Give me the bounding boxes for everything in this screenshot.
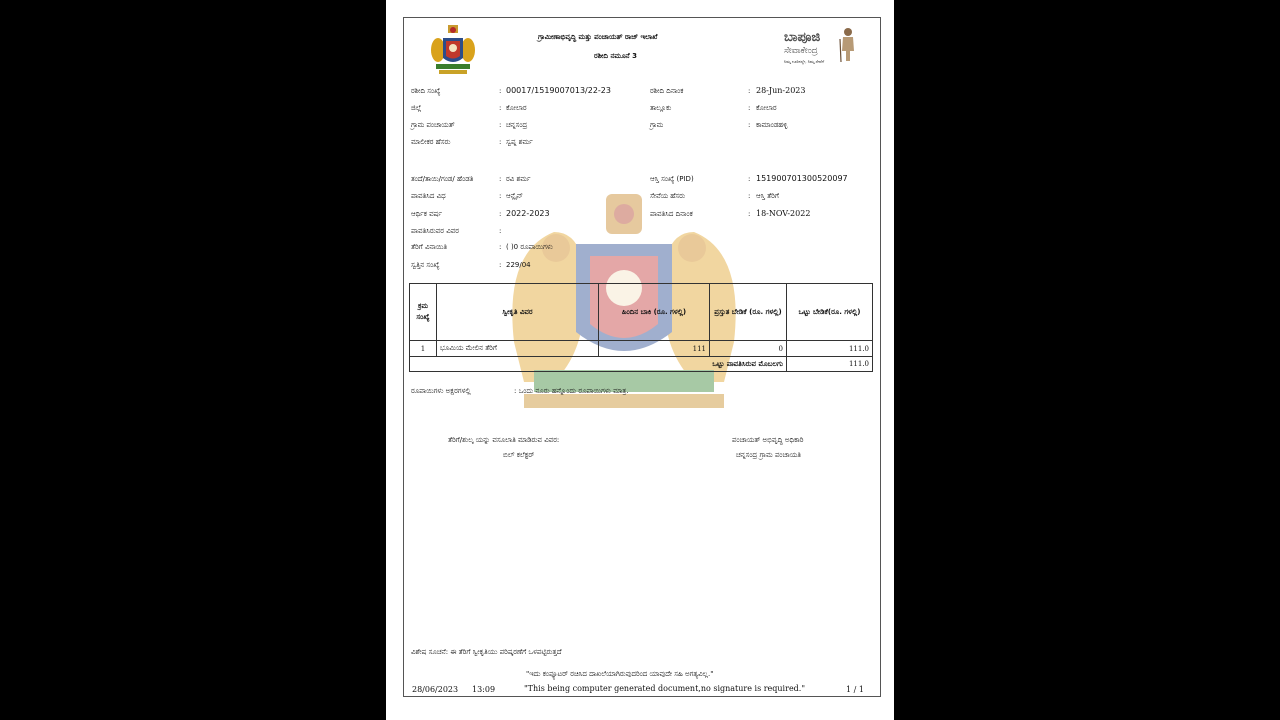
parent-spouse-label: ತಂದೆ/ತಾಯಿ/ಗಂಡ/ ಹೆಂಡತಿ xyxy=(411,175,474,183)
kannada-notice: "ಇದು ಕಂಪ್ಯೂಟರ್ ರಚಿಸಿದ ದಾಖಲೆಯಾಗಿರುವುದರಿಂದ ಯಾವುದೇ ಸಹಿ ಅಗತ್ಯವಿಲ್ಲ." xyxy=(526,670,714,678)
panchayat-name: ಚನ್ನಸಂದ್ರ ಗ್ರಾಮ ಪಂಚಾಯತಿ xyxy=(736,451,801,459)
financial-year-label: ಆರ್ಥಿಕ ವರ್ಷ xyxy=(411,210,443,218)
collector-detail-title: ತೆರಿಗೆ/ಶುಲ್ಕ ಯನ್ನು ವಸೂಲಾತಿ ಮಾಡಿರುವ ವಿವರ: xyxy=(448,436,560,444)
property-id-label: ಆಸ್ತಿ ಸಂಖ್ಯೆ (PID) xyxy=(650,175,694,183)
colon: : xyxy=(499,87,502,95)
gandhi-figure-icon xyxy=(838,27,856,63)
payment-date-label: ಪಾವತಿಸಿದ ದಿನಾಂಕ xyxy=(650,210,693,218)
colon: : xyxy=(499,192,502,200)
owner-name-value: ಸ್ವಪ್ನ ಶರ್ಮ xyxy=(506,138,533,146)
service-name-value: ಆಸ್ತಿ ತೆರಿಗೆ xyxy=(756,192,779,200)
total-value: 111.0 xyxy=(787,357,873,372)
cell-total-demand: 111.0 xyxy=(787,341,873,357)
page-number: 1 / 1 xyxy=(846,685,864,694)
payment-mode-label: ಪಾವತಿಸಿದ ವಿಧ xyxy=(411,192,446,200)
taluk-label: ತಾಲ್ಲೂಕು xyxy=(650,104,672,112)
receipt-date-value: 28-Jun-2023 xyxy=(756,86,806,95)
payer-details-label: ಪಾವತಿಸಿರುವರ ವಿವರ xyxy=(411,227,459,235)
receipt-number-label: ರಶೀದಿ ಸಂಖ್ಯೆ xyxy=(411,87,441,95)
property-number-label: ಸ್ವತ್ತಿನ ಸಂಖ್ಯೆ xyxy=(411,261,440,269)
property-id-value: 151900701300520097 xyxy=(756,174,848,183)
colon: : xyxy=(748,175,751,183)
village-value: ಕಾಮಾಂಡಹಳ್ಳಿ xyxy=(756,121,788,129)
col-header-total-demand: ಒಟ್ಟು ಬೇಡಿಕೆ(ರೂ. ಗಳಲ್ಲಿ) xyxy=(787,284,873,341)
district-value: ಕೋಲಾರ xyxy=(506,104,527,112)
colon: : xyxy=(748,121,751,129)
receipt-page xyxy=(386,0,894,720)
collector-name: ಬಿಲ್ ಕಲೆಕ್ಟರ್ xyxy=(503,451,535,459)
logo-tagline: ನಿಮ್ಮ ಊರಿನಲ್ಲೇ, ನಿಮ್ಮ ಸೇವೆಗೆ xyxy=(784,59,825,64)
district-label: ಜಿಲ್ಲೆ xyxy=(411,104,422,112)
colon: : xyxy=(499,121,502,129)
colon: : xyxy=(499,210,502,218)
taluk-value: ಕೋಲಾರ xyxy=(756,104,777,112)
gram-panchayat-label: ಗ್ರಾಮ ಪಂಚಾಯತ್ xyxy=(411,121,455,129)
owner-name-label: ಮಾಲೀಕರ ಹೆಸರು xyxy=(411,138,451,146)
amount-words-value: : ಒಂದು ನೂರು ಹನ್ನೊಂದು ರೂಪಾಯಿಗಳು ಮಾತ್ರ. xyxy=(514,387,629,395)
col-header-serial: ಕ್ರಮ ಸಂಖ್ಯೆ xyxy=(410,284,437,341)
colon: : xyxy=(499,104,502,112)
table-total-row xyxy=(410,357,873,372)
colon: : xyxy=(499,243,502,251)
colon: : xyxy=(748,210,751,218)
colon: : xyxy=(499,261,502,269)
colon: : xyxy=(748,104,751,112)
fee-table xyxy=(409,283,873,372)
print-date: 28/06/2023 xyxy=(412,685,459,694)
english-notice: "This being computer generated document,no signature is required." xyxy=(524,684,806,693)
print-time: 13:09 xyxy=(472,685,496,694)
financial-year-value: 2022-2023 xyxy=(506,209,550,218)
table-header-row xyxy=(410,284,873,341)
tax-exemption-label: ತೆರಿಗೆ ವಿನಾಯಿತಿ xyxy=(411,243,448,251)
cell-previous-balance: 111 xyxy=(599,341,710,357)
parent-spouse-value: ರವಿ ಶರ್ಮ xyxy=(506,175,531,183)
total-label: ಒಟ್ಟು ಪಾವತಿಸಿರುವ ಮೊಬಲಗು xyxy=(410,357,787,372)
department-title: ಗ್ರಾಮೀಣಾಭಿವೃದ್ಧಿ ಮತ್ತು ಪಂಚಾಯತ್ ರಾಜ್ ಇಲಾಖೆ xyxy=(538,33,658,41)
colon: : xyxy=(748,87,751,95)
karnataka-emblem-icon xyxy=(430,24,476,76)
tax-exemption-value: ( )0 ರೂಪಾಯಿಗಳು xyxy=(506,243,553,251)
payment-mode-value: ಆನ್ಲೈನ್ xyxy=(506,192,523,200)
table-row xyxy=(410,341,873,357)
special-note: ವಿಶೇಷ ಸೂಚನೆ: ಈ ತೆರಿಗೆ ಸ್ವೀಕೃತಿಯು ಪರಿಷ್ಕರಣೆಗೆ ಒಳಪಟ್ಟಿರುತ್ತದೆ xyxy=(411,648,562,656)
cell-serial: 1 xyxy=(410,341,437,357)
gram-panchayat-value: ಚನ್ನಸಂದ್ರ xyxy=(506,121,528,129)
col-header-description: ಸ್ವೀಕೃತಿ ವಿವರ xyxy=(437,284,599,341)
receipt-date-label: ರಶೀದಿ ದಿನಾಂಕ xyxy=(650,87,684,95)
cell-description: ಭೂಮಿಯ ಮೇಲಿನ ತೆರಿಗೆ xyxy=(437,341,599,357)
colon: : xyxy=(748,192,751,200)
colon: : xyxy=(499,227,502,235)
receipt-form-title: ರಶೀದಿ ನಮೂನೆ 3 xyxy=(594,52,638,60)
pdo-title: ಪಂಚಾಯತ್ ಅಭಿವೃದ್ಧಿ ಅಧಿಕಾರಿ xyxy=(732,436,804,444)
service-name-label: ಸೇವೆಯ ಹೆಸರು xyxy=(650,192,686,200)
cell-current-demand: 0 xyxy=(710,341,787,357)
village-label: ಗ್ರಾಮ xyxy=(650,121,664,129)
colon: : xyxy=(499,175,502,183)
amount-words-label: ರೂಪಾಯಿಗಳು ಅಕ್ಷರಗಳಲ್ಲಿ xyxy=(411,387,471,395)
receipt-number-value: 00017/1519007013/22-23 xyxy=(506,86,611,95)
col-header-previous-balance: ಹಿಂದಿನ ಬಾಕಿ (ರೂ. ಗಳಲ್ಲಿ) xyxy=(599,284,710,341)
col-header-current-demand: ಪ್ರಸ್ತುತ ಬೇಡಿಕೆ (ರೂ. ಗಳಲ್ಲಿ) xyxy=(710,284,787,341)
logo-name: ಬಾಪೂಜಿ xyxy=(784,30,821,45)
payment-date-value: 18-NOV-2022 xyxy=(756,209,811,218)
colon: : xyxy=(499,138,502,146)
property-number-value: 229/04 xyxy=(506,261,531,269)
logo-subtitle: ಸೇವಾಕೇಂದ್ರ xyxy=(784,46,818,56)
